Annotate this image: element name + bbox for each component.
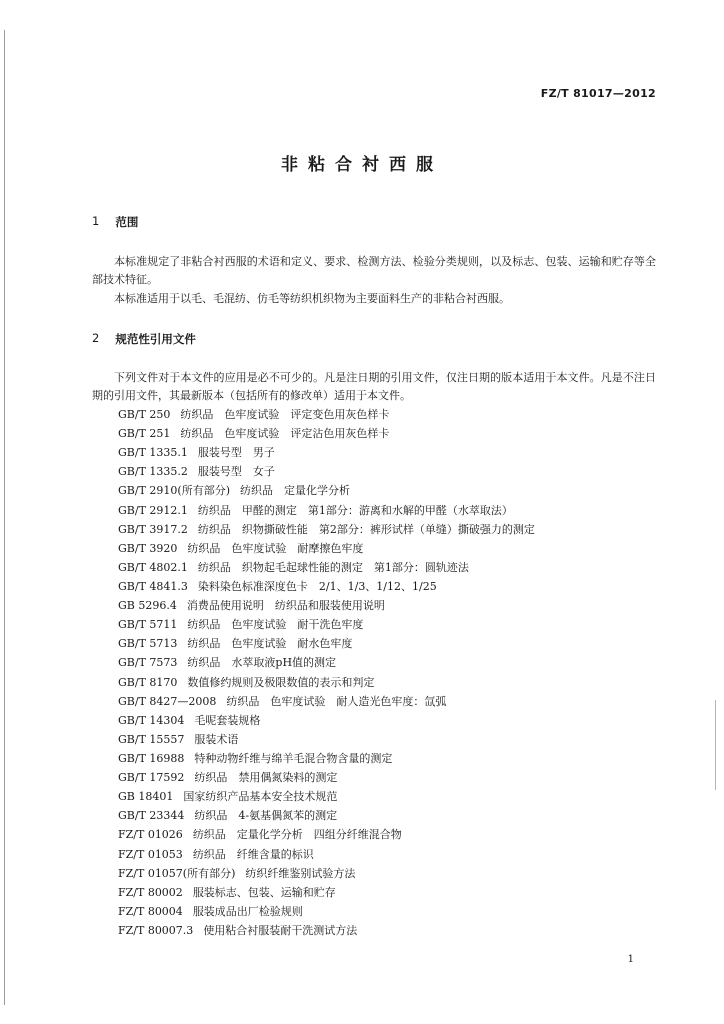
reference-title: 特种动物纤维与绵羊毛混合物含量的测定 xyxy=(194,751,393,765)
reference-item xyxy=(118,806,535,825)
reference-title: 纺织品 4-氨基偶氮苯的测定 xyxy=(194,809,338,823)
reference-title: 纺织品 织物撕破性能 第2部分：裤形试样（单缝）撕破强力的测定 xyxy=(197,522,535,536)
reference-item xyxy=(118,539,535,558)
reference-item xyxy=(118,405,535,424)
reference-code: GB/T 5711 xyxy=(118,618,178,632)
scan-artifact-rule xyxy=(715,700,716,790)
reference-item xyxy=(118,501,535,520)
reference-item xyxy=(118,883,535,902)
reference-item xyxy=(118,634,535,653)
reference-item xyxy=(118,481,535,500)
reference-title: 纺织品 甲醛的测定 第1部分：游离和水解的甲醛（水萃取法） xyxy=(197,503,513,517)
reference-code: FZ/T 01057(所有部分) xyxy=(118,866,236,880)
reference-item xyxy=(118,825,535,844)
reference-title: 消费品使用说明 纺织品和服装使用说明 xyxy=(186,599,385,613)
reference-code: GB/T 3920 xyxy=(118,541,178,555)
reference-title: 数值修约规则及极限数值的表示和判定 xyxy=(187,675,375,689)
reference-item xyxy=(118,845,535,864)
reference-code: GB/T 14304 xyxy=(118,713,185,727)
reference-title: 纺织品 禁用偶氮染料的测定 xyxy=(194,771,338,785)
section-1-number: 1 xyxy=(92,214,100,228)
reference-code: GB/T 3917.2 xyxy=(118,522,188,536)
reference-title: 纺织品 色牢度试验 耐水色牢度 xyxy=(187,637,353,651)
reference-item xyxy=(118,787,535,806)
reference-code: GB/T 7573 xyxy=(118,656,178,670)
page-edge-rule xyxy=(4,30,5,1005)
reference-item xyxy=(118,864,535,883)
reference-code: GB/T 8170 xyxy=(118,675,178,689)
reference-code: GB/T 1335.2 xyxy=(118,465,188,479)
reference-code: GB/T 4802.1 xyxy=(118,560,188,574)
reference-item xyxy=(118,730,535,749)
reference-code: GB/T 2910(所有部分) xyxy=(118,484,230,498)
reference-code: FZ/T 80002 xyxy=(118,885,183,899)
reference-title: 纺织品 色牢度试验 耐摩擦色牢度 xyxy=(187,541,364,555)
reference-item xyxy=(118,424,535,443)
reference-item xyxy=(118,520,535,539)
reference-item xyxy=(118,596,535,615)
reference-code: GB/T 4841.3 xyxy=(118,579,188,593)
reference-title: 染料染色标准深度色卡 2/1、1/3、1/12、1/25 xyxy=(197,579,437,593)
reference-code: GB/T 2912.1 xyxy=(118,503,188,517)
normative-references-list xyxy=(118,405,535,940)
reference-code: FZ/T 01026 xyxy=(118,828,183,842)
reference-title: 国家纺织产品基本安全技术规范 xyxy=(183,790,338,804)
reference-item xyxy=(118,653,535,672)
reference-code: FZ/T 01053 xyxy=(118,847,183,861)
reference-code: FZ/T 80007.3 xyxy=(118,923,194,937)
reference-title: 纺织品 色牢度试验 耐人造光色牢度：氙弧 xyxy=(226,694,447,708)
reference-code: GB/T 8427—2008 xyxy=(118,694,217,708)
reference-code: GB/T 1335.1 xyxy=(118,446,188,460)
section-2-title: 规范性引用文件 xyxy=(115,332,196,346)
reference-title: 服装号型 女子 xyxy=(197,465,275,479)
reference-item xyxy=(118,558,535,577)
reference-title: 使用粘合衬服装耐干洗测试方法 xyxy=(203,923,358,937)
reference-item xyxy=(118,711,535,730)
reference-item xyxy=(118,462,535,481)
reference-code: GB/T 5713 xyxy=(118,637,178,651)
reference-item xyxy=(118,615,535,634)
section-2-intro: 下列文件对于本文件的应用是必不可少的。凡是注日期的引用文件，仅注日期的版本适用于本文件。凡是不注日期的引用文件，其最新版本（包括所有的修改单）适用于本文件。 xyxy=(92,371,656,402)
reference-item xyxy=(118,902,535,921)
reference-item xyxy=(118,921,535,940)
section-2-heading xyxy=(92,331,196,347)
reference-item xyxy=(118,749,535,768)
reference-title: 服装标志、包装、运输和贮存 xyxy=(192,885,336,899)
reference-code: GB/T 17592 xyxy=(118,771,185,785)
reference-item xyxy=(118,577,535,596)
reference-title: 纺织品 色牢度试验 耐干洗色牢度 xyxy=(187,618,364,632)
section-2-number: 2 xyxy=(92,331,100,345)
reference-title: 纺织品 定量化学分析 四组分纤维混合物 xyxy=(192,828,402,842)
reference-title: 纺织品 水萃取液pH值的测定 xyxy=(187,656,337,670)
reference-title: 纺织品 织物起毛起球性能的测定 第1部分：圆轨迹法 xyxy=(197,560,469,574)
document-title: 非粘合衬西服 xyxy=(281,155,443,175)
reference-code: GB/T 15557 xyxy=(118,732,185,746)
reference-item xyxy=(118,673,535,692)
reference-title: 毛呢套装规格 xyxy=(194,713,261,727)
reference-code: FZ/T 80004 xyxy=(118,904,183,918)
standard-number: FZ/T 81017—2012 xyxy=(540,87,656,100)
section-1-heading xyxy=(92,214,138,230)
reference-title: 纺织品 纤维含量的标识 xyxy=(192,847,314,861)
reference-code: GB/T 16988 xyxy=(118,751,185,765)
reference-code: GB 5296.4 xyxy=(118,599,177,613)
reference-title: 纺织纤维鉴别试验方法 xyxy=(245,866,356,880)
section-1-paragraph-2: 本标准适用于以毛、毛混纺、仿毛等纺织机织物为主要面料生产的非粘合衬西服。 xyxy=(114,292,510,305)
reference-title: 纺织品 色牢度试验 评定沾色用灰色样卡 xyxy=(180,427,390,441)
section-1-title: 范围 xyxy=(115,215,139,229)
reference-code: GB 18401 xyxy=(118,790,174,804)
reference-title: 服装号型 男子 xyxy=(197,446,275,460)
reference-item xyxy=(118,443,535,462)
reference-item xyxy=(118,768,535,787)
reference-title: 纺织品 色牢度试验 评定变色用灰色样卡 xyxy=(180,408,390,421)
reference-title: 纺织品 定量化学分析 xyxy=(240,484,350,498)
reference-item xyxy=(118,692,535,711)
reference-code: GB/T 251 xyxy=(118,427,171,441)
reference-title: 服装术语 xyxy=(194,732,239,746)
section-1-paragraph-1: 本标准规定了非粘合衬西服的术语和定义、要求、检测方法、检验分类规则，以及标志、包装、运输和贮存等全部技术特征。 xyxy=(92,255,656,286)
reference-code: GB/T 250 xyxy=(118,408,171,421)
page-number: 1 xyxy=(627,954,634,965)
reference-title: 服装成品出厂检验规则 xyxy=(192,904,303,918)
reference-code: GB/T 23344 xyxy=(118,809,185,823)
